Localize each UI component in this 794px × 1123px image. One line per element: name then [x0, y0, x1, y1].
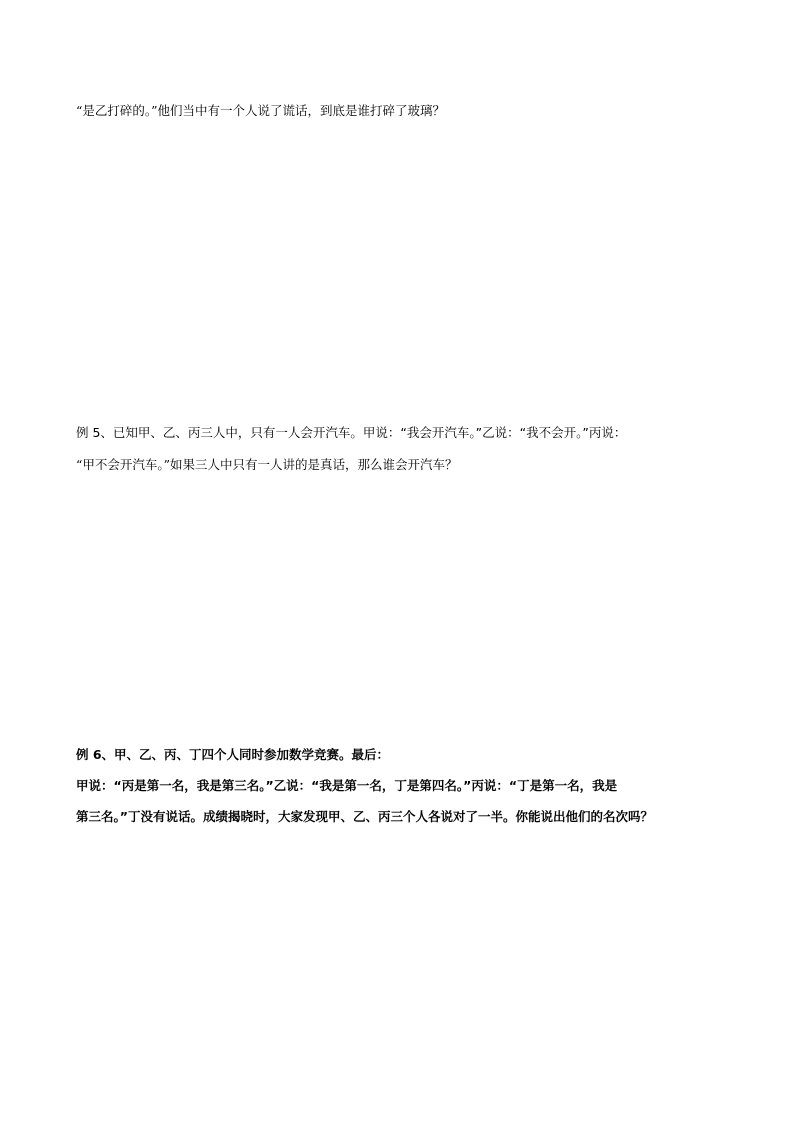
example5-line1: 例 5、已知甲、乙、丙三人中，只有一人会开汽车。甲说：“我会开汽车。”乙说：“我不会开。”丙说： — [76, 425, 627, 440]
example6-line3: 第三名。”丁没有说话。成绩揭晓时，大家发现甲、乙、丙三个人各说对了一半。你能说出他们的名次吗？ — [76, 809, 653, 824]
example6-heading: 例 6、甲、乙、丙、丁四个人同时参加数学竞赛。最后： — [76, 747, 390, 762]
problem4-continuation-line: “是乙打碎的。”他们当中有一个人说了谎话，到底是谁打碎了玻璃？ — [76, 103, 446, 118]
example6-line2: 甲说：“丙是第一名，我是第三名。”乙说：“我是第一名，丁是第四名。”丙说：“丁是第一名，我是 — [76, 778, 618, 793]
example5-line2: “甲不会开汽车。”如果三人中只有一人讲的是真话，那么谁会开汽车？ — [76, 457, 458, 472]
